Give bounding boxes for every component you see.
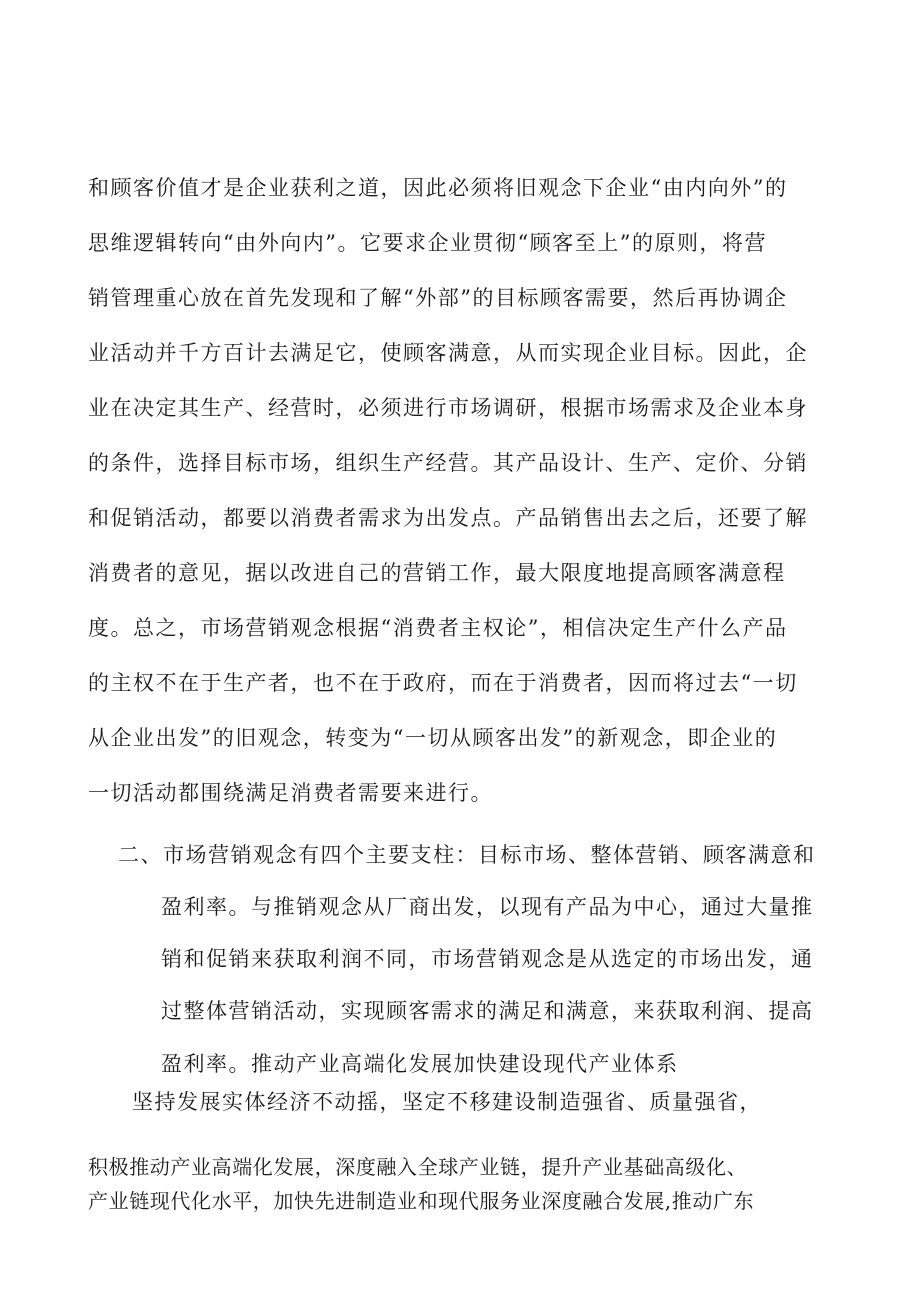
text-line: 过整体营销活动，实现顾客需求的满足和满意，来获取利润、提高 bbox=[161, 999, 814, 1023]
text-line: 和促销活动，都要以消费者需求为出发点。产品销售出去之后，还要了解 bbox=[88, 506, 808, 530]
text-line: 和顾客价值才是企业获利之道，因此必须将旧观念下企业“由内向外”的 bbox=[88, 176, 788, 200]
text-line: 销管理重心放在首先发现和了解“外部”的目标顾客需要，然后再协调企 bbox=[88, 286, 788, 310]
text-line: 盈利率。推动产业高端化发展加快建设现代产业体系 bbox=[161, 1052, 679, 1076]
text-line: 度。总之，市场营销观念根据“消费者主权论”，相信决定生产什么产品 bbox=[88, 616, 788, 640]
text-line: 销和促销来获取利润不同，市场营销观念是从选定的市场出发，通 bbox=[161, 947, 814, 971]
text-line: 从企业出发”的旧观念，转变为“一切从顾客出发”的新观念，即企业的 bbox=[88, 726, 778, 750]
text-line: 盈利率。与推销观念从厂商出发，以现有产品为中心，通过大量推 bbox=[161, 895, 814, 919]
text-line: 的主权不在于生产者，也不在于政府，而在于消费者，因而将过去“一切 bbox=[88, 671, 798, 695]
text-line: 一切活动都围绕满足消费者需要来进行。 bbox=[88, 781, 493, 805]
text-line: 积极推动产业高端化发展，深度融入全球产业链，提升产业基础高级化、 bbox=[88, 1155, 748, 1179]
text-line: 坚持发展实体经济不动摇，坚定不移建设制造强省、质量强省， bbox=[132, 1090, 762, 1114]
text-line: 产业链现代化水平，加快先进制造业和现代服务业深度融合发展,推动广东 bbox=[88, 1189, 755, 1213]
text-line: 消费者的意见，据以改进自己的营销工作，最大限度地提高顾客满意程 bbox=[88, 561, 786, 585]
text-line: 业活动并千方百计去满足它，使顾客满意，从而实现企业目标。因此，企 bbox=[88, 341, 808, 365]
text-line: 二、市场营销观念有四个主要支柱：目标市场、整体营销、顾客满意和 bbox=[118, 843, 816, 867]
text-line: 业在决定其生产、经营时，必须进行市场调研，根据市场需求及企业本身 bbox=[88, 396, 808, 420]
text-line: 的条件，选择目标市场，组织生产经营。其产品设计、生产、定价、分销 bbox=[88, 451, 808, 475]
text-line: 思维逻辑转向“由外向内”。它要求企业贯彻“顾客至上”的原则，将营 bbox=[88, 231, 767, 255]
